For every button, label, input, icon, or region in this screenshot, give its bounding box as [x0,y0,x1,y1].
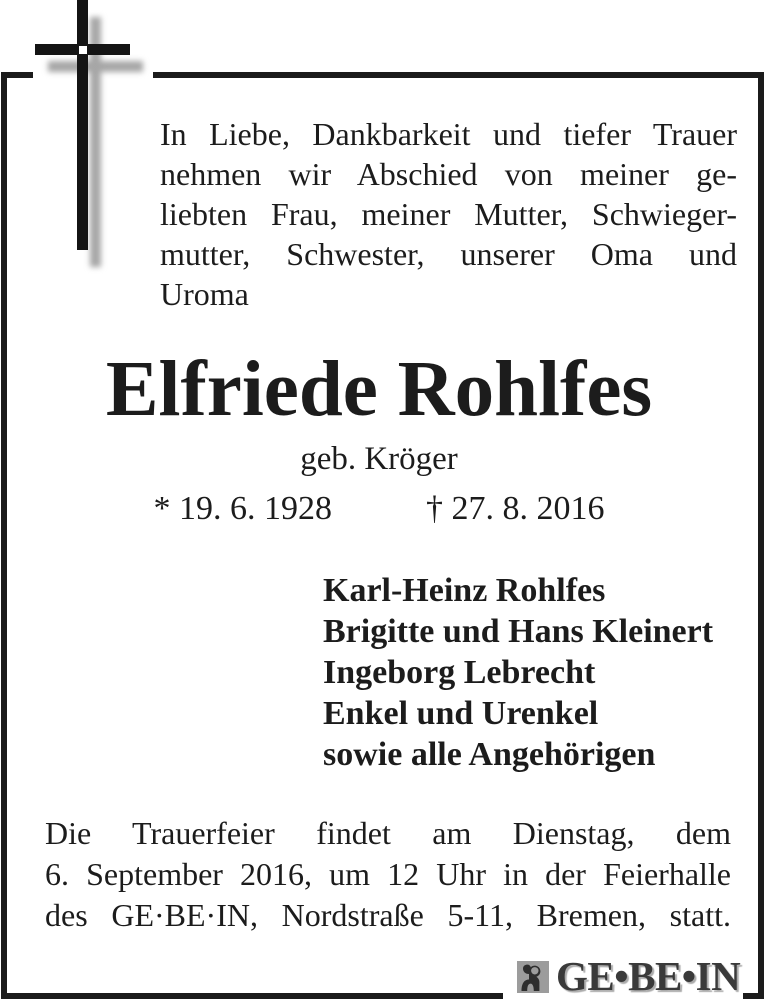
gebein-logo-mark [517,961,549,993]
opening-line: In Liebe, Dankbarkeit und tiefer Trauer [160,116,737,152]
opening-paragraph [160,114,737,314]
funeral-line: Die Trauerfeier findet am Dienstag, dem [45,815,731,851]
opening-line: mutter, Schwester, unserer Oma und [160,236,737,272]
mourner-line: Ingeborg Lebrecht [323,654,596,691]
funeral-line: des GE·BE·IN, Nordstraße 5-11, Bremen, statt. [45,897,731,933]
mourner-line: Brigitte und Hans Kleinert [323,613,714,650]
funeral-details-paragraph [45,813,731,936]
birth-date: * 19. 6. 1928 [153,490,332,527]
deceased-name: Elfriede Rohlfes [105,346,653,433]
life-dates [8,489,750,530]
death-date: † 27. 8. 2016 [426,490,605,527]
mourner-line: Enkel und Urenkel [323,695,599,732]
mourning-person-icon [517,961,549,993]
opening-line: Uroma [160,276,249,312]
opening-line: nehmen wir Abschied von meiner ge- [160,156,737,192]
mourners-list [323,570,713,775]
gebein-logo-text: GE•BE•IN [556,953,741,999]
mourner-line: Karl-Heinz Rohlfes [323,572,606,609]
mourner-line: sowie alle Angehörigen [323,736,656,773]
memorial-cross-icon [33,0,153,268]
maiden-name: geb. Kröger [300,441,458,477]
opening-line: liebten Frau, meiner Mutter, Schwieger- [160,196,737,232]
cross-shadow [33,0,153,268]
funeral-line: 6. September 2016, um 12 Uhr in der Feierhalle [45,856,731,892]
